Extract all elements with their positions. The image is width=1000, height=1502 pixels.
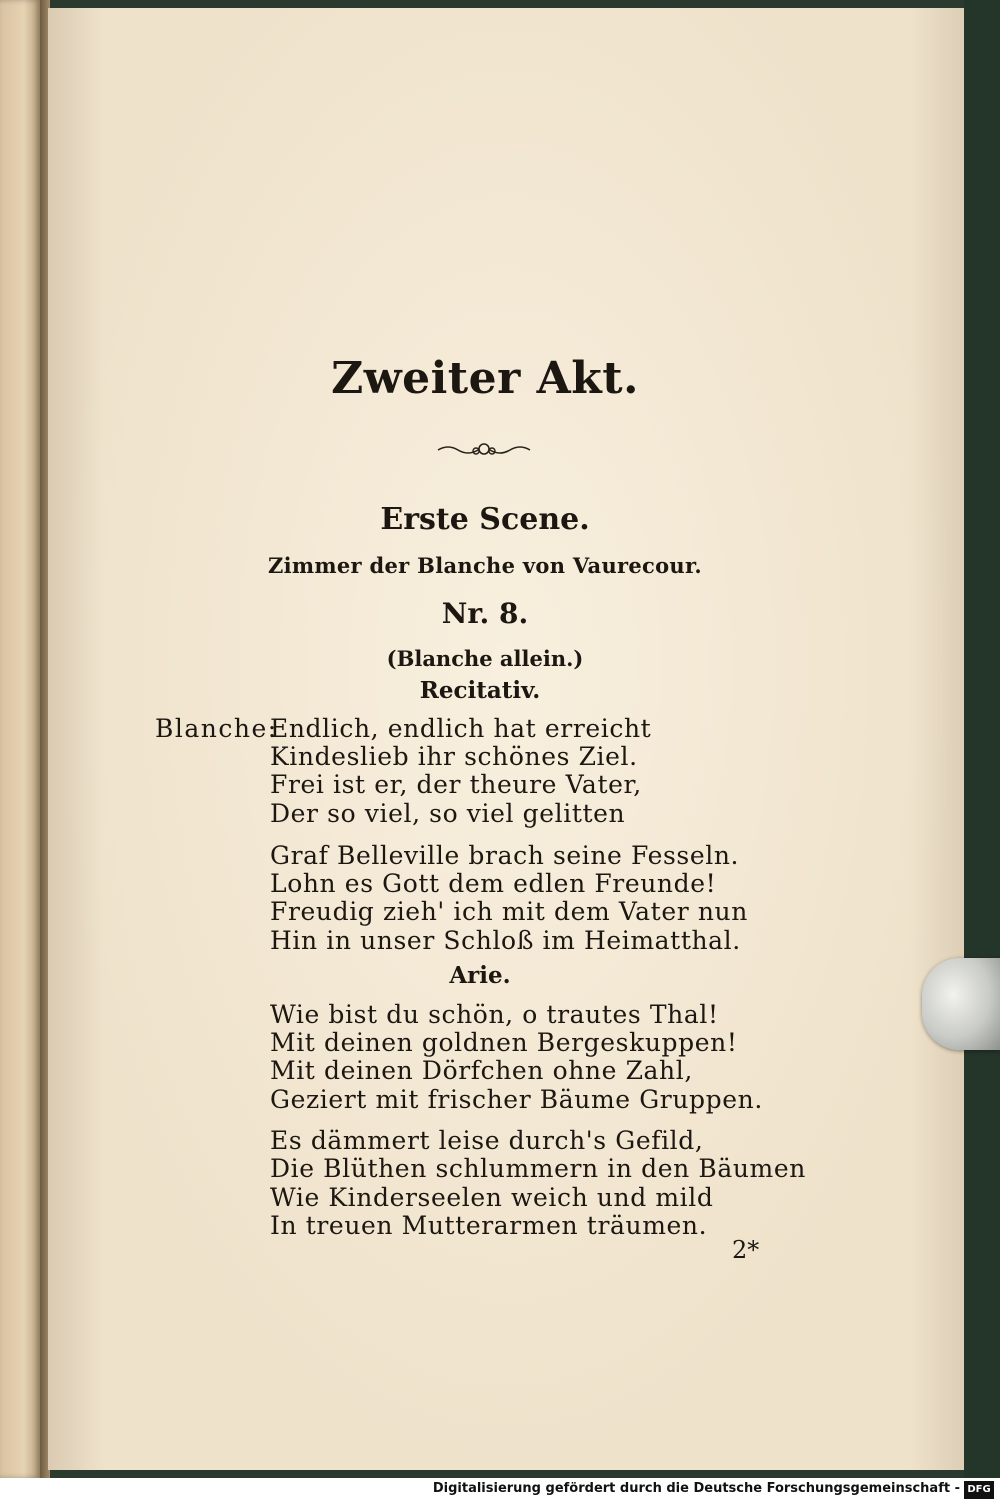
credit-bar: [0, 1478, 1000, 1502]
verse-line: Freudig zieh' ich mit dem Vater nun: [270, 897, 748, 926]
verse-line: Der so viel, so viel gelitten: [270, 799, 626, 828]
page-clip: [922, 958, 1000, 1050]
verse-line: Geziert mit frischer Bäume Gruppen.: [270, 1085, 763, 1114]
verse-line: Wie Kinderseelen weich und mild: [270, 1183, 714, 1212]
verse-line: Hin in unser Schloß im Heimatthal.: [270, 926, 741, 955]
verse-line: Es dämmert leise durch's Gefild,: [270, 1126, 704, 1155]
verse-line: Mit deinen goldnen Bergeskuppen!: [270, 1028, 738, 1057]
verse-line: In treuen Mutterarmen träumen.: [270, 1211, 708, 1240]
verse-line: Lohn es Gott dem edlen Freunde!: [270, 869, 717, 898]
speaker-name: Blanche:: [155, 714, 278, 743]
page-number: 2*: [732, 1236, 760, 1264]
recitativ-heading: Recitativ.: [419, 677, 541, 704]
verse-line: Frei ist er, der theure Vater,: [270, 770, 642, 799]
book-cover-edge: [964, 0, 1000, 1478]
previous-page-edge: [0, 0, 40, 1478]
act-title: Zweiter Akt.: [331, 353, 639, 404]
verse-line: Wie bist du schön, o trautes Thal!: [270, 1000, 719, 1029]
verse-line: Graf Belleville brach seine Fesseln.: [270, 841, 740, 870]
dfg-logo: DFG: [964, 1481, 994, 1499]
verse-line: Kindeslieb ihr schönes Ziel.: [270, 742, 638, 771]
scene-title: Erste Scene.: [380, 502, 590, 537]
verse-line: Mit deinen Dörfchen ohne Zahl,: [270, 1056, 693, 1085]
stage-direction: (Blanche allein.): [386, 646, 584, 671]
flourish-icon: [434, 438, 534, 460]
funding-credit: Digitalisierung gefördert durch die Deutsche Forschungsgemeinschaft -: [432, 1481, 960, 1496]
piece-number: Nr. 8.: [441, 597, 529, 630]
verse-line: Endlich, endlich hat erreicht: [270, 714, 652, 743]
verse-line: Die Blüthen schlummern in den Bäumen: [270, 1154, 806, 1183]
arie-heading: Arie.: [449, 962, 511, 989]
ornament-flourish: [434, 438, 534, 466]
scene-location: Zimmer der Blanche von Vaurecour.: [267, 553, 703, 578]
